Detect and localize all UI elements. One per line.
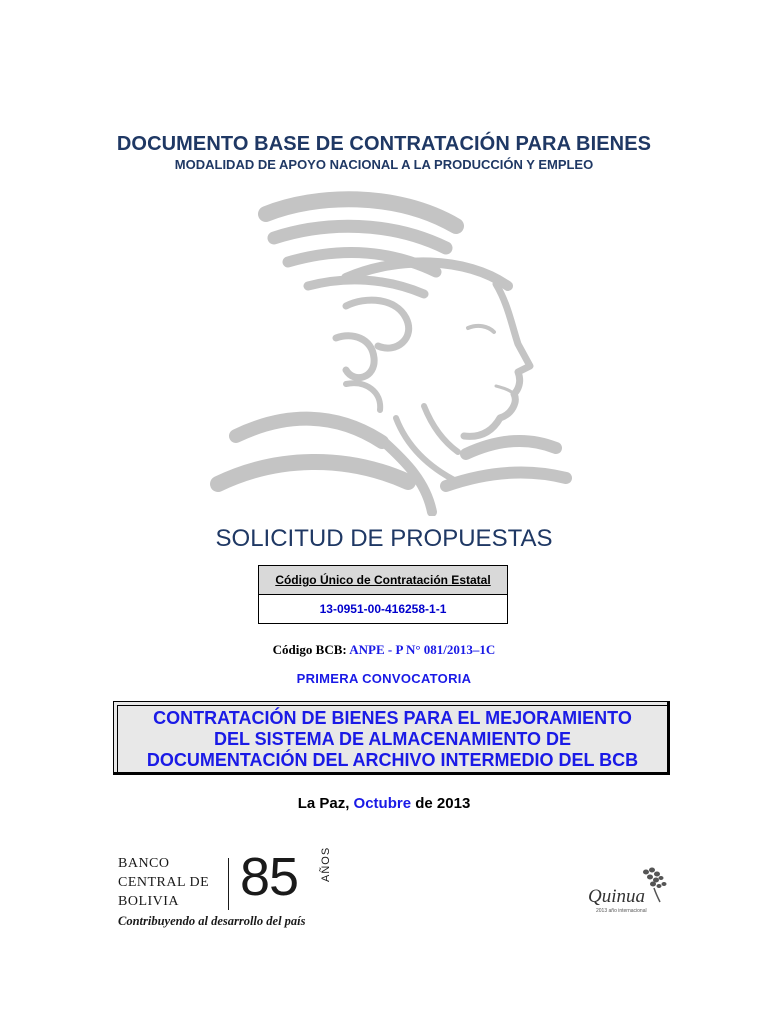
contract-object-box <box>113 701 670 775</box>
cuce-value-row <box>259 595 508 624</box>
quinua-logo-icon <box>584 862 684 922</box>
contract-object-inner <box>117 705 667 772</box>
contract-object-line-2: DEL SISTEMA DE ALMACENAMIENTO DE <box>213 728 572 749</box>
codigo-bcb-label: Código BCB: <box>272 642 347 657</box>
hermes-head-icon <box>196 186 576 516</box>
cuce-header-row <box>259 566 508 595</box>
quinua-caption: 2013 año internacional <box>596 908 647 914</box>
bcb-anniversary-number: 85 <box>240 847 299 907</box>
codigo-bcb-separator: - <box>384 642 396 657</box>
date-connector: de <box>415 795 433 812</box>
codigo-bcb-value-part2: P N° 081/2013–1C <box>395 642 496 657</box>
bcb-logo-line-2: CENTRAL DE <box>118 875 210 890</box>
document-title: DOCUMENTO BASE DE CONTRATACIÓN PARA BIENES <box>116 133 652 155</box>
contract-object-line-3: DOCUMENTACIÓN DEL ARCHIVO INTERMEDIO DEL BCB <box>146 749 639 770</box>
bcb-anniversary-anos: AÑOS <box>320 846 332 882</box>
bcb-logo-line-3: BOLIVIA <box>118 894 180 909</box>
cuce-value: 13-0951-00-416258-1-1 <box>259 595 508 624</box>
convocatoria-label: PRIMERA CONVOCATORIA <box>296 671 472 686</box>
bcb-logo-divider <box>228 858 229 910</box>
contract-object-title <box>147 708 638 771</box>
document-subtitle: MODALIDAD DE APOYO NACIONAL A LA PRODUCCIÓN Y EMPLEO <box>174 157 594 172</box>
bcb-tagline: Contribuyendo al desarrollo del país <box>118 914 306 928</box>
cuce-table <box>258 565 508 624</box>
quinua-word: Quinua <box>588 886 645 907</box>
codigo-bcb-value-part1: ANPE <box>349 642 385 657</box>
place: La Paz, <box>297 795 350 812</box>
month: Octubre <box>353 795 412 812</box>
cuce-label: Código Único de Contratación Estatal <box>259 566 508 595</box>
contract-object-line-1: CONTRATACIÓN DE BIENES PARA EL MEJORAMIENTO <box>153 707 632 728</box>
solicitud-title: SOLICITUD DE PROPUESTAS <box>215 525 553 552</box>
bcb-logo <box>118 846 348 932</box>
place-date <box>0 795 768 812</box>
bcb-logo-line-1: BANCO <box>118 856 170 871</box>
year: 2013 <box>436 795 471 812</box>
codigo-bcb-line <box>0 642 768 658</box>
